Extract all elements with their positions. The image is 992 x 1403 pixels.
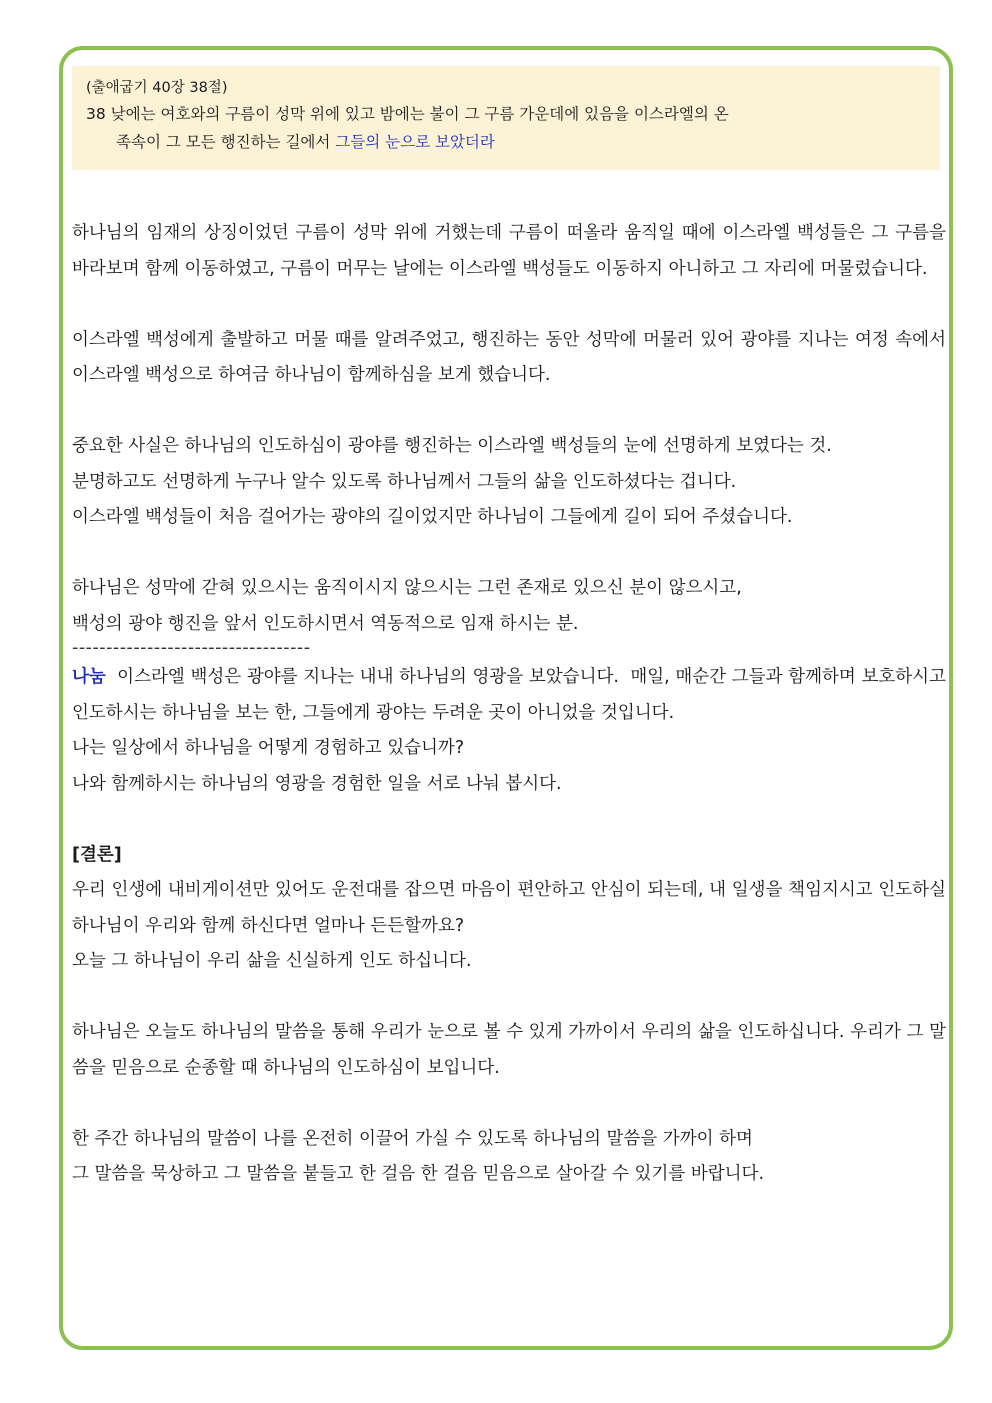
- spacer: [72, 536, 946, 572]
- scripture-box: [72, 66, 940, 170]
- share-question-1: 나는 일상에서 하나님을 어떻게 경험하고 있습니까?: [72, 738, 465, 758]
- scripture-reference: (출애굽기 40장 38절): [86, 80, 228, 96]
- conclusion-word: 하나님은 오늘도 하나님의 말씀을 통해 우리가 눈으로 볼 수 있게 가까이서 우리의 삶을 인도하십니다. 우리가 그 말씀을 믿음으로 순종할 때 하나님의 인도하심이 보입니다.: [72, 1022, 946, 1078]
- spacer: [72, 980, 946, 1016]
- share-label: 나눔: [72, 667, 106, 687]
- spacer: [72, 1086, 946, 1122]
- share-question-2: 나와 함께하시는 하나님의 영광을 경험한 일을 서로 나눠 봅시다.: [72, 773, 562, 794]
- paragraph-wilderness-way: 이스라엘 백성들이 처음 걸어가는 광야의 길이었지만 하나님이 그들에게 길이 되어 주셨습니다.: [72, 507, 793, 527]
- spacer: [72, 394, 946, 430]
- scripture-highlight: 그들의 눈으로 보았더라: [335, 133, 495, 151]
- share-text: 이스라엘 백성은 광야를 지나는 내내 하나님의 영광을 보았습니다. 매일, 매순간 그들과 함께하며 보호하시고 인도하시는 하나님을 보는 한, 그들에게 광야는 두려운 곳이 아니었을 것입니다.: [72, 667, 952, 723]
- dashed-divider: -----------------------------------: [72, 642, 311, 658]
- paragraph-clear-guidance: 분명하고도 선명하게 누구나 알수 있도록 하나님께서 그들의 삶을 인도하셨다는 겁니다.: [72, 471, 737, 492]
- spacer: [72, 287, 946, 323]
- paragraph-important-fact: 중요한 사실은 하나님의 인도하심이 광야를 행진하는 이스라엘 백성들의 눈에 선명하게 보였다는 것.: [72, 436, 832, 456]
- scripture-line-2-text: 족속이 그 모든 행진하는 길에서: [116, 133, 336, 151]
- conclusion-prayer-1: 한 주간 하나님의 말씀이 나를 온전히 이끌어 가실 수 있도록 하나님의 말씀을 가까이 하며: [72, 1128, 753, 1149]
- conclusion-prayer-2: 그 말씀을 묵상하고 그 말씀을 붙들고 한 걸음 한 걸음 믿음으로 살아갈 수 있기를 바랍니다.: [72, 1164, 765, 1184]
- scripture-line-1: 38 낮에는 여호와의 구름이 성막 위에 있고 밤에는 불이 그 구름 가운데에 있음을 이스라엘의 온: [86, 105, 729, 123]
- conclusion-faithful-guidance: 오늘 그 하나님이 우리 삶을 신실하게 인도 하십니다.: [72, 951, 472, 971]
- paragraph-journey: 이스라엘 백성에게 출발하고 머물 때를 알려주었고, 행진하는 동안 성막에 머물러 있어 광야를 지나는 여정 속에서 이스라엘 백성으로 하여금 하나님이 함께하심을 보게 했습니다.: [72, 329, 946, 385]
- paragraph-dynamic-god-2: 백성의 광야 행진을 앞서 인도하시면서 역동적으로 임재 하시는 분.: [72, 613, 579, 634]
- paragraph-cloud-presence: 하나님의 임재의 상징이었던 구름이 성막 위에 거했는데 구름이 떠올라 움직일 때에 이스라엘 백성들은 그 구름을 바라보며 함께 이동하였고, 구름이 머무는 날에는 이스라엘 백성들도 이동하지 아니하고 그 자리에 머물렀습니다.: [72, 223, 946, 279]
- spacer: [72, 802, 946, 838]
- conclusion-heading: [결론]: [72, 844, 122, 865]
- share-paragraph: [72, 660, 952, 731]
- paragraph-dynamic-god-1: 하나님은 성막에 갇혀 있으시는 움직이시지 않으시는 그런 존재로 있으신 분이 않으시고,: [72, 578, 742, 598]
- conclusion-navigation: 우리 인생에 내비게이션만 있어도 운전대를 잡으면 마음이 편안하고 안심이 되는데, 내 일생을 책임지시고 인도하실 하나님이 우리와 함께 하신다면 얼마나 든든할까요?: [72, 880, 946, 936]
- scripture-line-2: [86, 128, 926, 156]
- main-content: [72, 216, 952, 1193]
